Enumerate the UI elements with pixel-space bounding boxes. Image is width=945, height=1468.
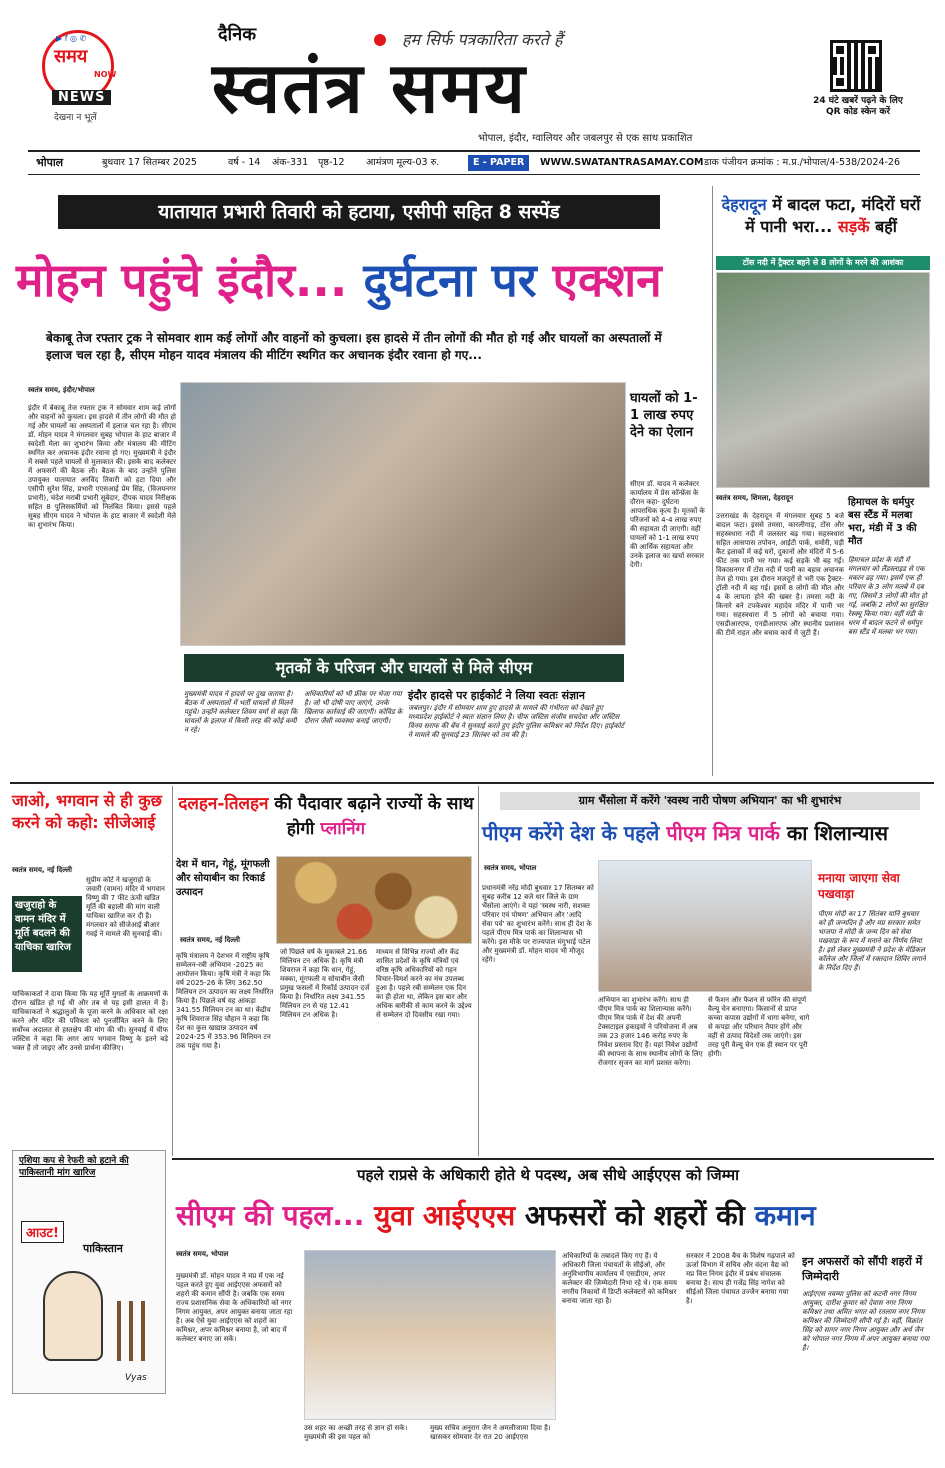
cartoon-sign-2: पाकिस्तान — [83, 1242, 123, 1255]
right-box-body: हिमाचल प्रदेश के मंडी में मंगलवार को लैंडस्लाइड से एक मकान ढह गया। इसमें एक ही परिवार के 3 लोग मलबे में दब गए, जिसमें 3 लोगों की मौत हो गई, जबकि 2 लोगों का सुरक्षित रेस्क्यू किया गया। वहीं मंडी के धरम में बादल फटने से धर्मपुर बस स्टैंड में मलबा भर गया। — [848, 556, 928, 636]
grains-photo — [276, 856, 472, 944]
cji-body-top: सुप्रीम कोर्ट ने खजुराहो के जवारी (वामन) मंदिर में भगवान विष्णु की 7 फीट ऊंची खंडित मूर्ति की बहाली की मांग वाली याचिका खारिज कर दी है। मंगलवार को सीजेआई बीआर गवई ने मामले की सुनवाई की। — [86, 876, 165, 938]
cm-photo — [304, 1250, 556, 1420]
right-headline-b: में बादल फटा, मंदिरों घरों में पानी भरा... — [745, 195, 921, 236]
dateline-bar — [28, 153, 920, 173]
lead-hc-title: इंदौर हादसे पर हाईकोर्ट ने लिया स्वतः संज्ञान — [408, 689, 586, 702]
pm-headline-a: पीएम करेंगे देश के पहले — [482, 821, 660, 845]
cartoon-caption: एशिया कप से रेफरी को हटाने की पाकिस्तानी मांग खारिज — [19, 1156, 129, 1178]
website-link[interactable]: WWW.SWATANTRASAMAY.COM — [540, 157, 704, 168]
cji-box: खजुराहो के वामन मंदिर में मूर्ति बदलने की याचिका खारिज — [12, 896, 82, 972]
bottom-headline-b: युवा आईएएस — [374, 1199, 516, 1232]
pm-col-2: अभियान का शुभारंभ करेंगे। साथ ही पीएम मित्र पार्क का शिलान्यास करेंगे। पीएम मित्र पार्क में देश की अपनी टेक्सटाइल इकाइयों ने परियोजना में अब तक 23 हजार 146 करोड़ रुपए के निवेश प्रस्ताव दिए हैं। यहां निवेश उद्योगों की स्थापना के साथ स्थानीय लोगों के लिए रोजगार सृजन का मार्ग प्रशस्त करेगा। — [598, 996, 703, 1067]
pulses-col-1: कृषि मंत्रालय ने देशभर में राष्ट्रीय कृषि सम्मेलन-रबी अभियान -2025 का आयोजन किया। कृषि मंत्री ने कहा कि वर्ष 2025-26 के लिए 362.50 मिलियन टन उत्पादन का लक्ष्य निर्धारित किया है। पिछले वर्ष यह आंकड़ा 341.55 मिलियन टन का था। केंद्रीय कृषि शिवराज सिंह चौहान ने कहा कि देश का कुल खाद्यान्न उत्पादन वर्ष 2024-25 में 353.96 मिलियन टन तक पहुंच गया है। — [176, 952, 274, 1050]
pulses-headline-b: की पैदावार बढ़ाने — [274, 794, 381, 814]
logo-social-icons: ▶ f ◎ ✆ — [56, 34, 87, 43]
logo-news-text: NEWS — [52, 90, 111, 105]
lead-sub-1: मुख्यमंत्री यादव ने हादसे पर दुख जताया है। बैठक में अस्पतालों में भर्ती घायलों से मिलने पहुंचे। उन्होंने कलेक्टर शिवम वर्मा से कहा कि घायलों के इलाज में किसी तरह की कोई कमी न रहे। — [184, 690, 298, 734]
pm-col-3: से फैशन और फैशन से फॉरेन की संपूर्ण वैल्यू चेन बनाएगा। किसानों से प्राप्त कच्चा कपास उद्योगों में धागा बनेगा, धागे से कपड़ा और परिधान तैयार होंगे और वहीं से उत्पाद विदेशों तक जाएंगे। इस तरह पूरी वैल्यू चेन एक ही स्थान पर पूरी होगी। — [708, 996, 810, 1058]
right-headline — [716, 194, 926, 238]
bottom-headline — [176, 1190, 926, 1242]
flood-photo — [716, 272, 930, 488]
cji-body-bottom: याचिकाकर्ता ने दावा किया कि यह मूर्ति मुगलों के आक्रमणों के दौरान खंडित हो गई थी और तब से यह इसी हालत में है। याचिकाकर्ता ने श्रद्धालुओं के पूजा करने के अधिकार को रक्षा करने और मंदिर की पवित्रता को पुनर्जीवित करने के लिए सर्वोच्च अदालत से हस्तक्षेप की मांग की थी। सुनवाई में चीफ जस्टिस ने कहा कि अगर आप भगवान विष्णु के इतने बड़े भक्त हैं तो जाइए और उनसे प्रार्थना कीजिए। — [12, 990, 168, 1052]
pulses-box: देश में धान, गेहूं, मूंगफली और सोयाबीन का रिकार्ड उत्पादन — [176, 859, 270, 898]
bottom-kicker: पहले राप्रसे के अधिकारी होते थे पदस्थ, अब सीधे आईएएस को जिम्मा — [356, 1166, 740, 1184]
bottom-col-5: सरकार ने 2008 बैच के विशेष गढ़पाले को ऊर्जा विभाग में सचिव और वंदना वैद्य को मप्र वित्त निगम इंदौर में प्रबंध संचालक बनाया है। साथ ही गजेंद्र सिंह नागेश को सीईओ जिला पंचायत उज्जैन बनाया गया है। — [686, 1252, 795, 1305]
pm-headline-b: पीएम मित्र पार्क — [666, 821, 780, 845]
pm-photo — [598, 860, 812, 992]
bottom-byline: स्वतंत्र समय, भोपाल — [176, 1250, 229, 1258]
masthead-title: स्वतंत्र समय — [212, 47, 527, 129]
logo-now-text: NOW — [94, 70, 117, 79]
lead-kicker: यातायात प्रभारी तिवारी को हटाया, एसीपी सहित 8 सस्पेंड — [58, 195, 660, 229]
lead-sidebar-title: घायलों को 1-1 लाख रुपए देने का ऐलान — [630, 391, 698, 440]
bottom-headline-d: कमान — [754, 1199, 816, 1232]
pulses-col-2: जो पिछले वर्ष के मुकाबले 21.66 मिलियन टन अधिक है। कृषि मंत्री शिवराज ने कहा कि धान, गेहूं, मक्का, मूंगफली व सोयाबीन जैसी प्रमुख फसलों में रिकॉर्ड उत्पादन दर्ज किया है। निर्धारित लक्ष्य 341.55 मिलियन टन से यह 12.41 मिलियन टन अधिक है। — [280, 948, 370, 1019]
masthead-editions: भोपाल, इंदौर, ग्वालियर और जबलपुर से एक साथ प्रकाशित — [478, 133, 693, 144]
dateline-reg: डाक पंजीयन क्रमांक : म.प्र./भोपाल/4-538/2024-26 — [704, 157, 901, 168]
pulses-headline-a: दलहन-तिलहन — [178, 794, 269, 814]
pulses-col-3: माध्यम से विभिन्न राज्यों और केंद्र शासित प्रदेशों के कृषि मंत्रियों एवं वरिष्ठ कृषि अधिकारियों को गहन विचार-विमर्श करने का मंच उपलब्ध हुआ है। पहले रबी सम्मेलन एक दिन का ही होता था, लेकिन इस बार और अधिक बारीकी से काम करने के उद्देश्य से सम्मेलन दो दिवसीय रखा गया। — [376, 948, 472, 1019]
cartoon-artist: Vyas — [125, 1373, 147, 1383]
pm-box-title: मनाया जाएगा सेवा पखवाड़ा — [818, 871, 900, 901]
lead-sub-2: अधिकारियों को भी फ्रीक पर भेजा गया है। जो भी दोषी पाए जाएंगे, उनके खिलाफ कार्रवाई की जाएगी। कोविड के दौरान जैसी व्यवस्था बनाई जाएगी। — [304, 690, 403, 725]
lead-headline-b: दुर्घटना पर — [363, 253, 537, 307]
logo-tagline: देखना न भूलें — [54, 113, 97, 123]
lead-headline-c: एक्शन — [552, 253, 662, 307]
epaper-badge[interactable]: E - PAPER — [468, 155, 529, 171]
lead-sidebar-body: सीएम डॉ. यादव ने कलेक्टर कार्यालय में प्रेस कॉन्फ्रेंस के दौरान कहा- दुर्घटना आपराधिक कृत्य है। मृतकों के परिजनों को 4-4 लाख रुपए की सहायता दी जाएगी। वहीं घायलों को 1-1 लाख रुपए की आर्थिक सहायता और उनके इलाज का खर्चा सरकार देगी। — [630, 480, 705, 569]
bottom-headline-c: अफसरों को शहरों की — [524, 1199, 745, 1232]
masthead-slogan: हम सिर्फ पत्रकारिता करते हैं — [402, 30, 563, 49]
pulses-headline-c: राज्यों के साथ होगी — [286, 794, 474, 839]
bottom-box-body: आईएएस नवम्या पुलिस को कटनी नगर निगम आयुक्त, दारीश कुमार को देवास नगर निगम कमिश्नर तथा अमित भगत को रतलाम नगर निगम कमिश्नर की जिम्मेदारी सौंपी गई है। वहीं, विक्रांत सिंह को सागर नगर निगम आयुक्त और अर्थ जैन को भोपाल नगर निगम में अपर आयुक्त बनाया गया है। — [802, 1290, 930, 1352]
pulses-byline: स्वतंत्र समय, नई दिल्ली — [180, 936, 240, 944]
bottom-box-title: इन अफसरों को सौंपी शहरों में जिम्मेदारी — [802, 1255, 923, 1283]
lead-body: इंदौर में बेकाबू तेज रफ्तार ट्रक ने सोमवार शाम कई लोगों और वाहनों को कुचला। इस हादसे में तीन लोगों की मौत हो गई और घायलों का अस्पतालों में इलाज चल रहा है। सीएम डॉ. मोहन यादव ने मंगलवार सुबह भोपाल के हाट बाजार में स्वदेशी मेला का शुभारंभ किया और मंत्रालय की मीटिंग स्थगित कर अचानक इंदौर रवाना हो गए। मुख्यमंत्री ने इंदौर में सबसे पहले घायलों से मुलाकात की। इसके बाद कलेक्टर में अफसरों की बैठक ली। बैठक के बाद उन्होंने पुलिस उपायुक्त यातायात अरविंद तिवारी को हटा दिया और एसीपी सुरेश सिंह, प्रभारी एएसआई प्रेम सिंह, (विजयनगर प्रभारी), चंदेश मराबी प्रभारी सूबेदार, दीपक यादव निरीक्षक सहित 8 पुलिसकर्मियों को निलंबित किया। इससे पहले सुबह सीएम यादव ने भोपाल के हाट बाजार में स्वदेशी मेले का शुभारंभ किया। — [28, 404, 176, 529]
pm-box-body: पीएम मोदी का 17 सितंबर यानि बुधवार को ही जन्मदिन है और मप्र सरकार समेत भाजपा ने मोदी के जन्म दिन को सेवा पखवाड़ा के रूप में मनाने का निर्णय लिया है। इसे लेकर मुख्यमंत्री ने प्रदेश के मेडिकल कॉलेज और जिलों में रक्तदान शिविर लगाने के निर्देश दिए हैं। — [818, 910, 926, 972]
bottom-col-2: उस शहर का अच्छी तरह से ज्ञान हो सके। मुख्यमंत्री की इस पहल को — [304, 1424, 408, 1441]
dateline-date: बुधवार 17 सितम्बर 2025 — [102, 157, 197, 168]
dateline-price: आमंत्रण मूल्य-03 रु. — [366, 157, 440, 168]
pulses-headline-d: प्लानिंग — [320, 819, 366, 839]
qr-code[interactable] — [830, 40, 882, 92]
masthead-prefix: दैनिक — [218, 24, 257, 45]
lead-byline: स्वतंत्र समय, इंदौर/भोपाल — [28, 386, 95, 394]
lead-deck: बेकाबू तेज रफ्तार ट्रक ने सोमवार शाम कई लोगों और वाहनों को कुचला। इस हादसे में तीन लोगों की मौत हो गई और घायलों का अस्पतालों में इलाज चल रहा है, सीएम मोहन यादव मंत्रालय की मीटिंग स्थगित कर अचानक इंदौर रवाना हो गए... — [46, 331, 662, 362]
right-box-title: हिमाचल के धर्मपुर बस स्टैंड में मलबा भरा, मंडी में 3 की मौत — [848, 497, 917, 547]
masthead-dot — [374, 34, 386, 46]
right-byline: स्वतंत्र समय, शिमला, देहरादून — [716, 494, 794, 502]
right-headline-c: सड़कें — [837, 217, 870, 236]
cji-headline: जाओ, भगवान से ही कुछ करने को कहो: सीजेआई — [12, 791, 162, 832]
dateline-issue: अंक-331 — [272, 157, 309, 168]
qr-text: 24 घंटे खबरें पढ़ने के लिए QR कोड स्केन करें — [813, 96, 903, 117]
right-headline-d: बहीं — [875, 217, 897, 236]
right-body: उत्तराखंड के देहरादून में मंगलवार सुबह 5 बजे बादल फटा। इससे तमसा, कारलीगाड़, टोंस और सहस्त्रधारा नदी में जलस्तर बढ़ गया। सहस्त्रधारा सहित आसपास तपोवन, आईटी पार्क, धमोरी, घड़ी कैंट इलाकों में कई घरों, दुकानों और मंदिरों में 5-6 फीट तक पानी भर गया। कई सड़कें भी बह गईं। विकासनगर में टोंस नदी में पानी का बहाव अचानक तेज हो गया। इस दौरान मजदूरों से भरी एक ट्रैक्टर-ट्रॉली नदी में बह गई। इसमें 8 लोगों की मौत और 4 के लापता होने की खबर है। तमसा नदी के किनारे बने टपकेश्वर महादेव मंदिर में पानी भर गया। सहस्त्रधारा में 5 लोगों को बचाया गया। एसडीआरएफ, एनडीआरएफ और स्थानीय प्रशासन की टीमें राहत और बचाव कार्य में जुटी हैं। — [716, 512, 844, 637]
lead-photo-caption: मृतकों के परिजन और घायलों से मिले सीएम — [184, 654, 624, 682]
cartoon — [12, 1150, 166, 1394]
bottom-col-3: मुख्य सचिव अनुराग जैन ने अमलीजामा दिया है। खासकर सोमवार देर रात 20 आईएएस — [430, 1424, 551, 1441]
bottom-col-1: मुख्यमंत्री डॉ. मोहन यादव ने मप्र में एक नई पहल करते हुए युवा आईएएस अफसरों को शहरों की कमान सौंपी है। जबकि एक समय राज्य प्रशासनिक सेवा के अधिकारियों को नगर निगम आयुक्त, अपर आयुक्त बनाया जाता रहा है। अब ऐसे युवा आईएएस को शहरों का कमिश्नर, अपर कमिश्नर बनाया है, जो बाद में कलेक्टर बनाए जा सकें। — [176, 1272, 293, 1343]
logo-badge[interactable] — [28, 30, 128, 130]
cartoon-stumps — [117, 1301, 151, 1361]
cji-byline: स्वतंत्र समय, नई दिल्ली — [12, 866, 72, 874]
dateline-year: वर्ष - 14 — [228, 157, 261, 168]
pm-headline — [482, 818, 932, 848]
pm-headline-c: का शिलान्यास — [786, 821, 889, 845]
lead-headline — [16, 240, 716, 320]
cartoon-figure — [43, 1271, 103, 1361]
lead-photo — [180, 382, 626, 646]
pm-kicker: ग्राम भैंसोला में करेंगे 'स्वस्थ नारी पोषण अभियान' का भी शुभारंभ — [500, 792, 920, 810]
pulses-headline — [176, 792, 476, 842]
dateline-pages: पृष्ठ-12 — [318, 157, 345, 168]
bottom-col-4: अधिकारियों के तबादले किए गए हैं। ये अधिकारी जिला पंचायतों के सीईओ, और अनुविभागीय कार्यालय में एसडीएम, अपर कलेक्टर की जिम्मेदारी निभा रहे थे। एक समय नगरीय निकायों में डिप्टी कलेक्टरों को कमिश्नर बनाया जाता रहा है। — [562, 1252, 677, 1305]
cartoon-sign-1: आउट! — [21, 1221, 64, 1243]
right-strap: टोंस नदी में ट्रैक्टर बहने से 8 लोगों के मरने की आशंका — [716, 256, 930, 270]
lead-headline-a: मोहन पहुंचे इंदौर... — [16, 253, 348, 307]
bottom-headline-a: सीएम की पहल... — [176, 1199, 365, 1232]
right-headline-a: देहरादून — [721, 195, 767, 214]
dateline-city: भोपाल — [36, 156, 64, 169]
lead-hc-body: जबलपुर। इंदौर में सोमवार शाम हुए हादसे के मामले की गंभीरता को देखते हुए मध्यप्रदेश हाईकोर्ट ने स्वतः संज्ञान लिया है। चीफ जस्टिस संजीव सचदेवा और जस्टिस विनय सराफ की बेंच ने सुनवाई करते हुए इंदौर पुलिस कमिश्नर को निर्देश दिए। हाईकोर्ट ने मामले की सुनवाई 23 सितंबर को तय की है। — [408, 704, 625, 739]
logo-top-text: समय — [54, 46, 88, 67]
pm-byline: स्वतंत्र समय, भोपाल — [484, 864, 537, 872]
pm-col-1: प्रधानमंत्री नरेंद्र मोदी बुधवार 17 सितम्बर को सुबह करीब 12 बजे धार जिले के ग्राम भैंसोला आएंगे। वे यहां 'स्वस्थ नारी, सशक्त परिवार एवं पोषण' अभियान और 'आदि सेवा पर्व' का शुभारंभ करेंगे। साथ ही देश के पहले पीएम मित्र पार्क का शिलान्यास भी करेंगे। इस मौके पर राज्यपाल मंगुभाई पटेल और मुख्यमंत्री डॉ. मोहन यादव भी मौजूद रहेंगे। — [482, 884, 594, 964]
